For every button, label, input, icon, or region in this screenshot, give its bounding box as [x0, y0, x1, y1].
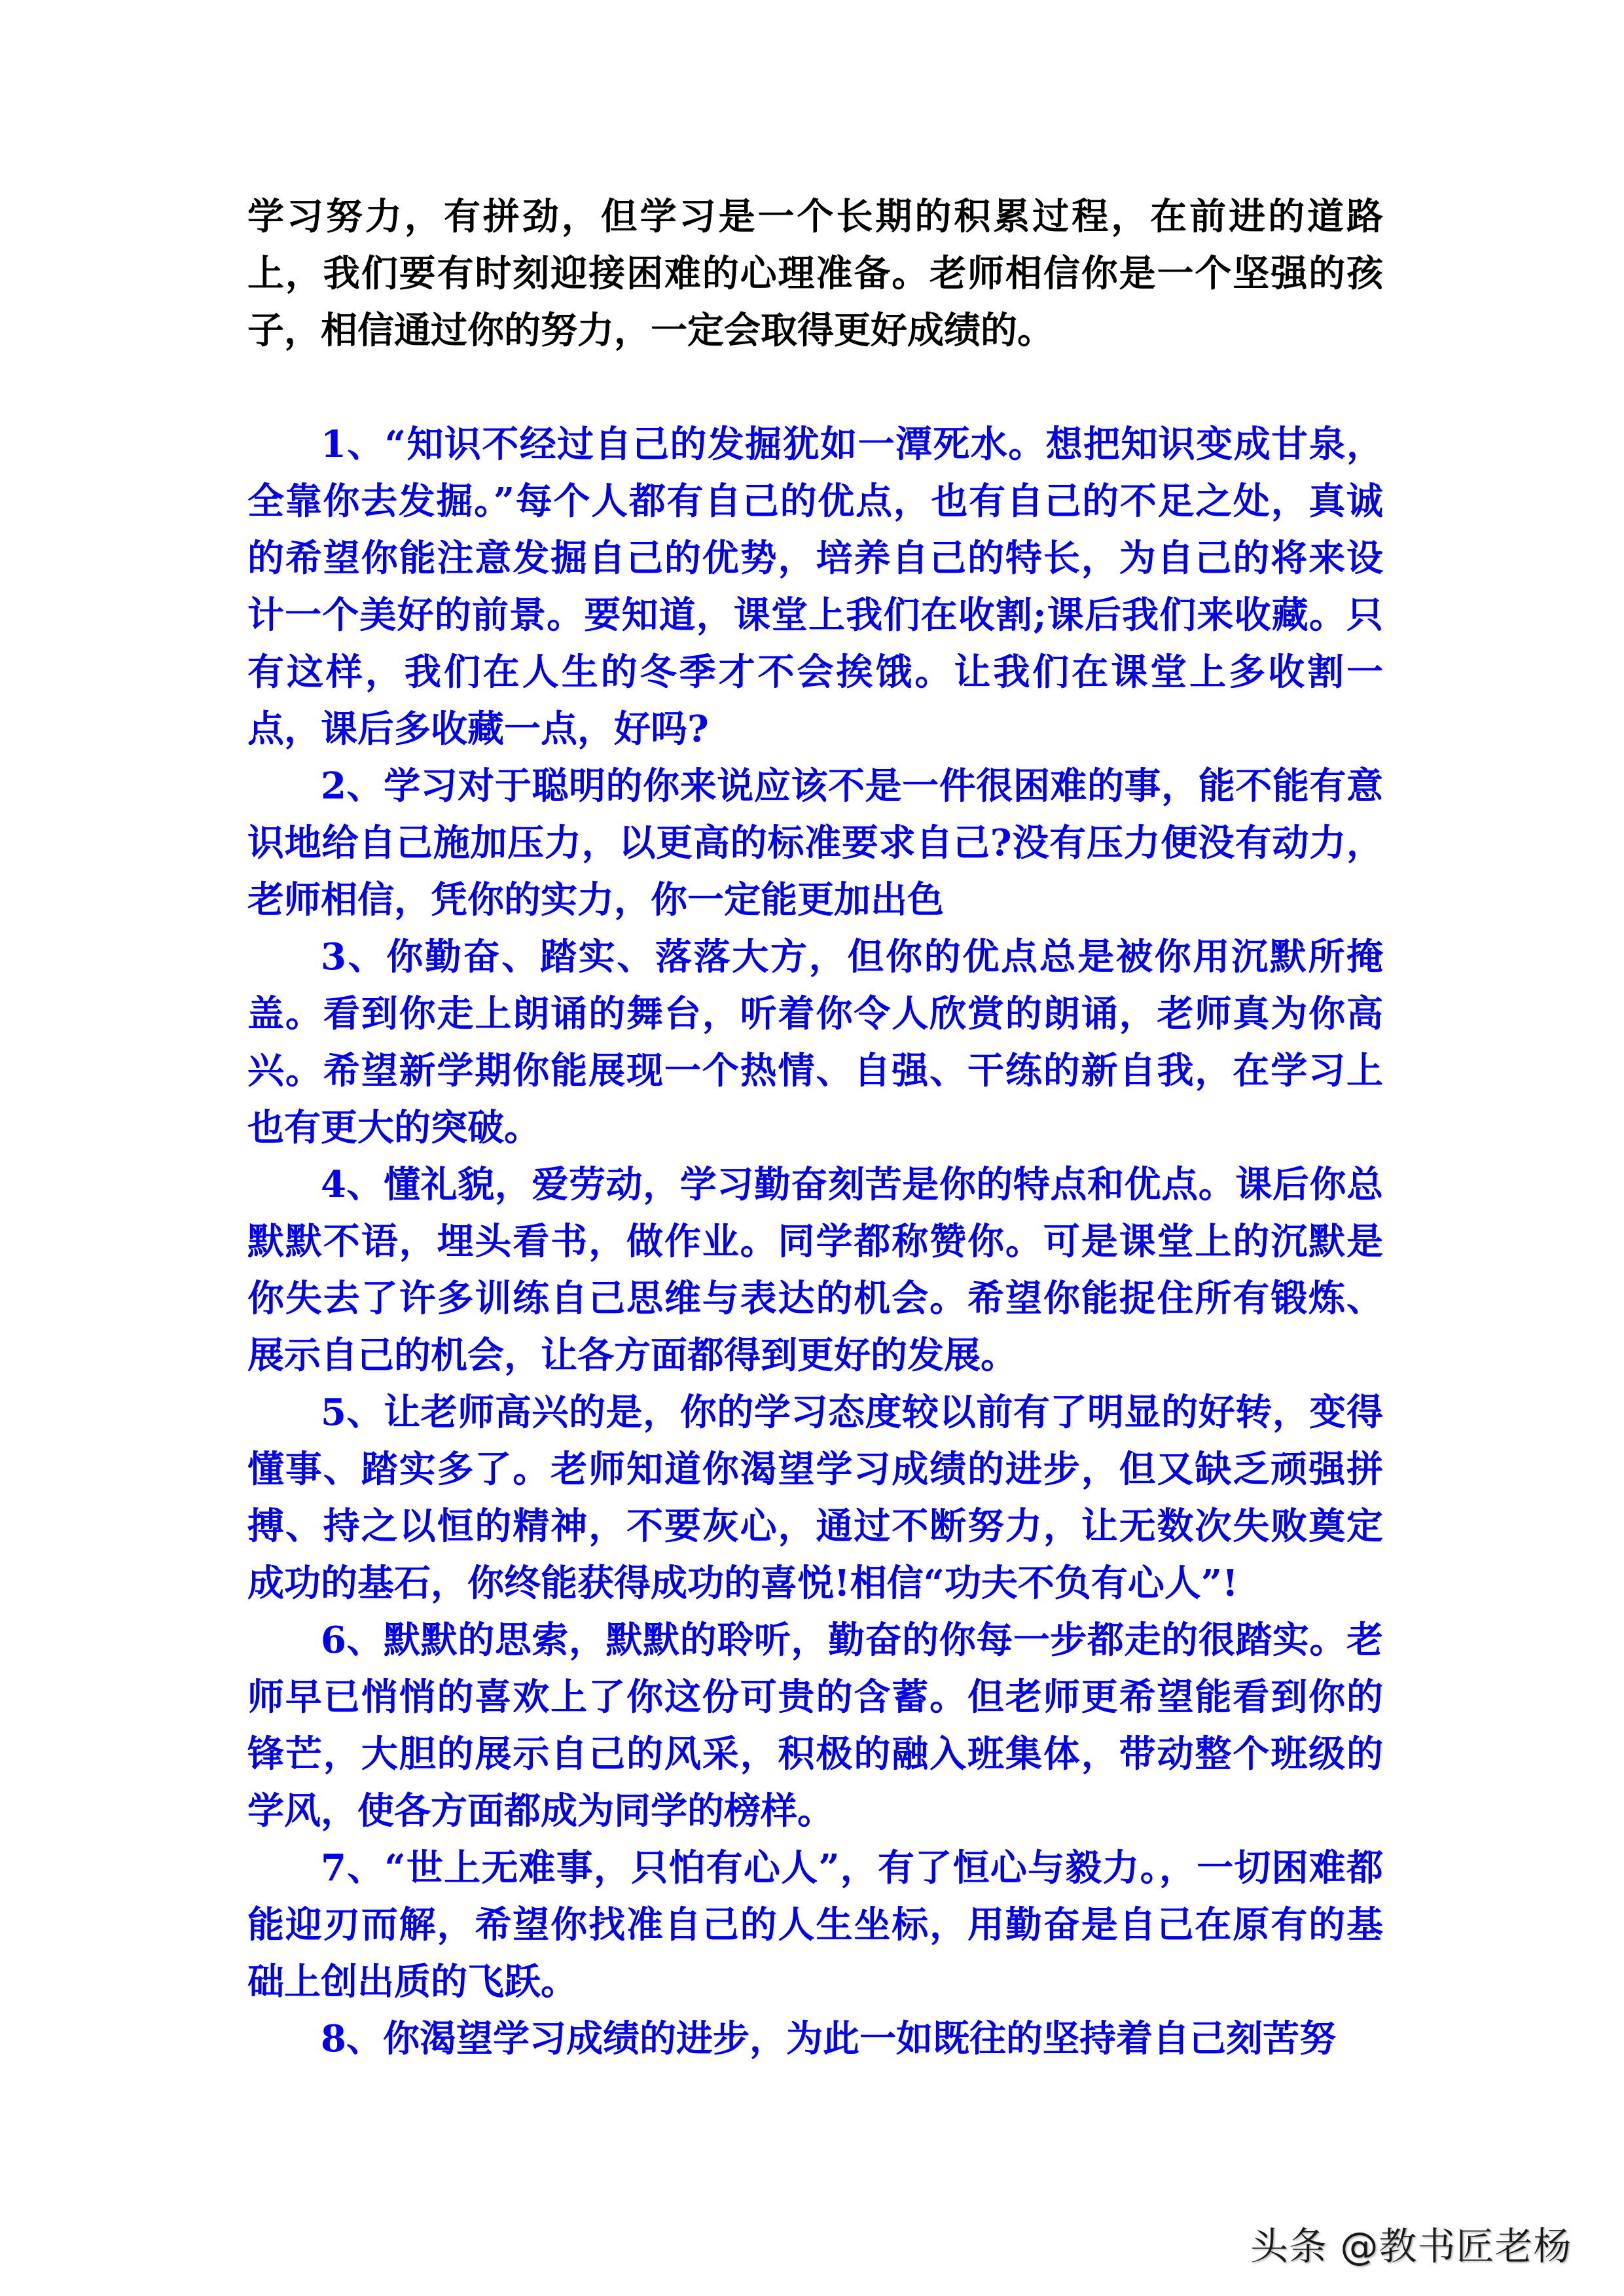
comment-item-7: 7、“世上无难事，只怕有心人”，有了恒心与毅力。，一切困难都能迎刃而解，希望你找准自己的人生坐标，用勤奋是自己在原有的基础上创出质的飞跃。 — [247, 1846, 1383, 2003]
comment-item-2: 2、学习对于聪明的你来说应该不是一件很困难的事，能不能有意识地给自己施加压力，以更高的标准要求自己?没有压力便没有动力，老师相信，凭你的实力，你一定能更加出色 — [247, 764, 1383, 922]
document-page — [247, 188, 1383, 2068]
intro-paragraph: 学习努力，有拼劲，但学习是一个长期的积累过程，在前进的道路上，我们要有时刻迎接困难的心理准备。老师相信你是一个坚强的孩子，相信通过你的努力，一定会取得更好成绩的。 — [247, 195, 1383, 352]
comment-item-5: 5、让老师高兴的是，你的学习态度较以前有了明显的好转，变得懂事、踏实多了。老师知道你渴望学习成绩的进步，但又缺乏顽强拼搏、持之以恒的精神，不要灰心，通过不断努力，让无数次失败奠定成功的基石，你终能获得成功的喜悦!相信“功夫不负有心人”! — [247, 1391, 1383, 1605]
comment-item-4: 4、懂礼貌，爱劳动，学习勤奋刻苦是你的特点和优点。课后你总默默不语，埋头看书，做作业。同学都称赞你。可是课堂上的沉默是你失去了许多训练自己思维与表达的机会。希望你能捉住所有锻炼、展示自己的机会，让各方面都得到更好的发展。 — [247, 1163, 1383, 1377]
comment-item-6: 6、默默的思索，默默的聆听，勤奋的你每一步都走的很踏实。老师早已悄悄的喜欢上了你这份可贵的含蓄。但老师更希望能看到你的锋芒，大胆的展示自己的风采，积极的融入班集体，带动整个班级的学风，使各方面都成为同学的榜样。 — [247, 1619, 1383, 1833]
comment-item-3: 3、你勤奋、踏实、落落大方，但你的优点总是被你用沉默所掩盖。看到你走上朗诵的舞台，听着你令人欣赏的朗诵，老师真为你高兴。希望新学期你能展现一个热情、自强、干练的新自我，在学习上也有更大的突破。 — [247, 935, 1383, 1149]
watermark: 头条 @教书匠老杨 — [1250, 2224, 1572, 2269]
paragraph-spacer — [247, 359, 1383, 416]
comment-item-1: 1、“知识不经过自己的发掘犹如一潭死水。想把知识变成甘泉，全靠你去发掘。”每个人都有自己的优点，也有自己的不足之处，真诚的希望你能注意发掘自己的优势，培养自己的特长，为自己的将来设计一个美好的前景。要知道，课堂上我们在收割;课后我们来收藏。只有这样，我们在人生的冬季才不会挨饿。让我们在课堂上多收割一点，课后多收藏一点，好吗? — [247, 423, 1383, 751]
comment-item-8: 8、你渴望学习成绩的进步，为此一如既往的坚持着自己刻苦努 — [321, 2017, 1336, 2060]
